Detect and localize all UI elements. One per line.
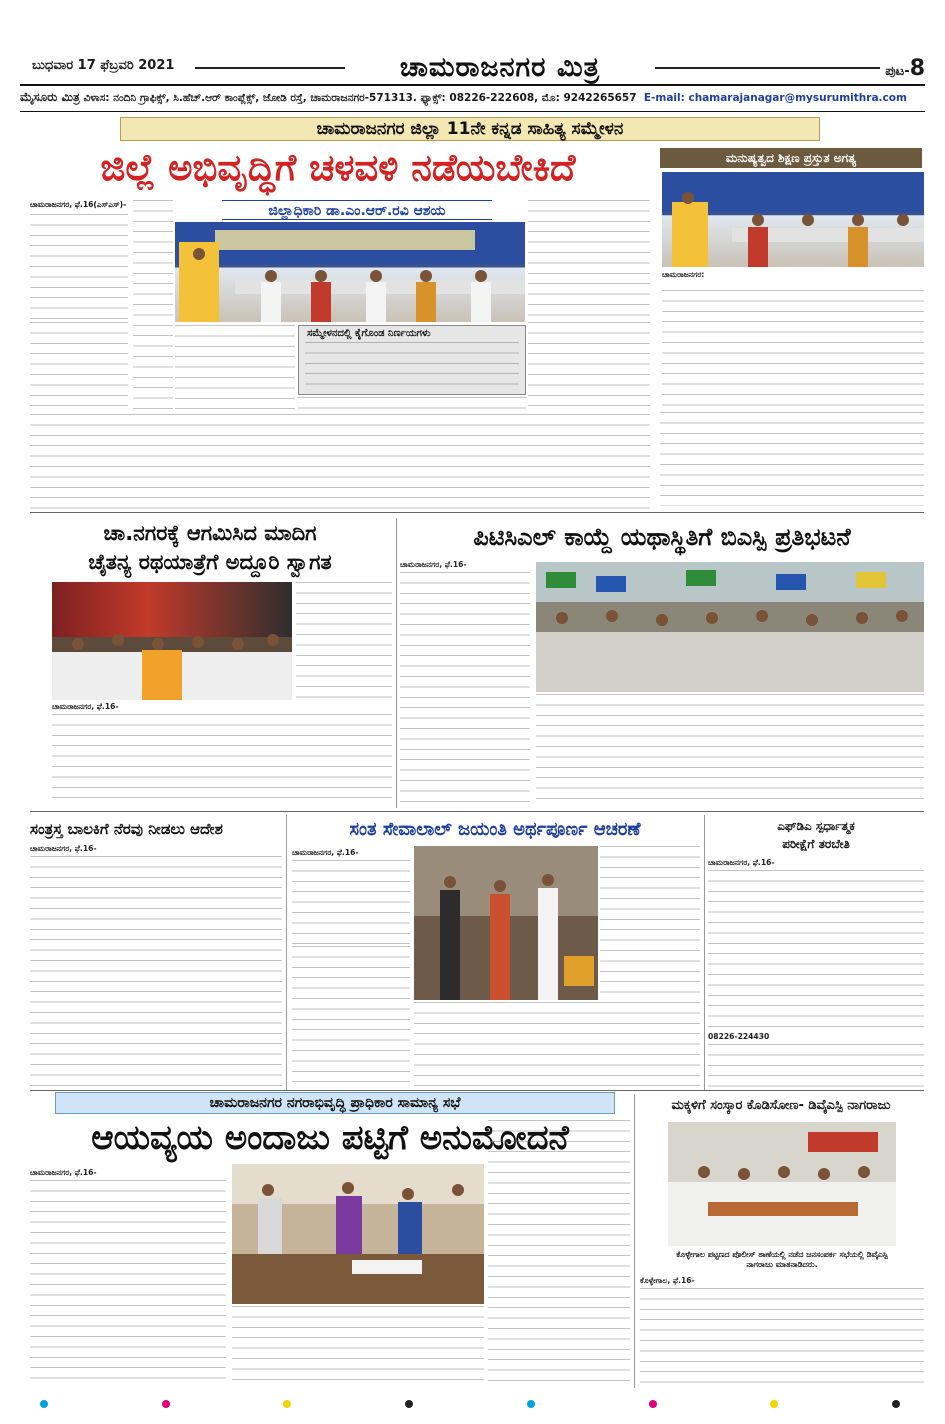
lead-text-col1b (30, 322, 128, 412)
children-caption: ಕೊಳ್ಳೇಗಾಲ ಪಟ್ಟಣದ ಪೊಲೀಸ್ ಠಾಣೆಯಲ್ಲಿ ನಡೆದ ಜನಸಂಪರ್ಕ ಸಭೆಯಲ್ಲಿ ಡಿವೈಎಸ್ಪಿ ನಾಗರಾಜು ಮಾತನಾಡಿದರು. (676, 1250, 888, 1269)
children-photo (668, 1122, 896, 1246)
lead-text-col2b (175, 325, 295, 413)
divider-row4 (30, 1090, 924, 1091)
resolutions-box-lines (305, 342, 519, 392)
lead-subhead: ಜಿಲ್ಲಾಧಿಕಾರಿ ಡಾ.ಎಂ.ಆರ್.ರವಿ ಆಶಯ (222, 200, 492, 220)
issue-date: ಬುಧವಾರ 17 ಫೆಬ್ರವರಿ 2021 (32, 58, 175, 73)
fda-dateline: ಚಾಮರಾಜನಗರ, ಫೆ.16- (708, 858, 775, 867)
sevalal-text-col3 (600, 846, 700, 1000)
budget-headline: ಆಯವ್ಯಯ ಅಂದಾಜು ಪಟ್ಟಿಗೆ ಅನುಮೋದನೆ (91, 1118, 569, 1158)
children-text (640, 1288, 924, 1386)
newspaper-title: ಚಾಮರಾಜನಗರ ಮಿತ್ರ (399, 52, 601, 83)
right-top-headline: ಮನುಷ್ಯತ್ವದ ಶಿಕ್ಷಣ ಪ್ರಸ್ತುತ ಅಗತ್ಯ (660, 148, 922, 168)
madiga-headline-2: ಚೈತನ್ಯ ರಥಯಾತ್ರೆಗೆ ಅದ್ದೂರಿ ಸ್ವಾಗತ (88, 550, 332, 574)
uda-meeting-band: ಚಾಮರಾಜನಗರ ನಗರಾಭಿವೃದ್ಧಿ ಪ್ರಾಧಿಕಾರ ಸಾಮಾನ್ಯ ಸಭೆ (55, 1092, 615, 1114)
contact-strip (20, 90, 925, 110)
ptcl-dateline: ಚಾಮರಾಜನಗರ, ಫೆ.16- (400, 560, 467, 569)
divider-row2 (30, 512, 924, 513)
girl-headline: ಸಂತ್ರಸ್ತ ಬಾಲಕಿಗೆ ನೆರವು ನೀಡಲು ಆದೇಶ (30, 820, 223, 838)
contact-address: ವಿಳಾಸ: ನಂದಿನಿ ಗ್ರಾಫಿಕ್ಸ್, ಸಿ.ಹೆಚ್.ಆರ್ ಕಾಂಪ್ಲೆಕ್ಸ್, ಜೋಡಿ ರಸ್ತೆ, ಚಾಮರಾಜನಗರ-571313. ಫ್ಯಾಕ್ಸ್: 08226-222608, ಮೊ: 9242265657 (83, 92, 637, 104)
budget-dateline: ಚಾಮರಾಜನಗರ, ಫೆ.16- (30, 1168, 97, 1177)
page-number: ಪುಟ-8 (885, 56, 925, 81)
girl-text (30, 856, 282, 1088)
sevalal-text-col1 (292, 860, 410, 944)
budget-text-col1 (30, 1180, 226, 1386)
sevalal-dateline: ಚಾಮರಾಜನಗರ, ಫೆ.16- (292, 848, 359, 857)
lead-text-lower (30, 414, 650, 510)
budget-text-col3 (488, 1120, 630, 1386)
madiga-text-right (296, 582, 392, 700)
divider-col-madiga (396, 518, 397, 808)
right-top-text2 (660, 412, 924, 506)
contact-divider (20, 111, 925, 112)
fda-text (708, 870, 924, 1030)
ptcl-text-col2 (536, 694, 924, 808)
madiga-text (52, 714, 392, 806)
lead-text-col3 (528, 200, 650, 320)
fda-headline-2: ಪರೀಕ್ಷೆಗೆ ತರಬೇತಿ (782, 837, 850, 851)
fda-headline-1: ಎಫ್‌ಡಿಎ ಸ್ಪರ್ಧಾತ್ಮಕ (777, 819, 855, 833)
masthead-divider (20, 84, 925, 86)
budget-text-col2 (232, 1306, 484, 1386)
divider-col-sevalal (704, 815, 705, 1090)
sevalal-headline: ಸಂತ ಸೇವಾಲಾಲ್ ಜಯಂತಿ ಅರ್ಥಪೂರ್ಣ ಆಚರಣೆ (349, 819, 641, 840)
contact-email: E-mail: chamarajanagar@mysurumithra.com (643, 92, 907, 104)
registration-marks (40, 1400, 900, 1410)
fda-phone: 08226-224430 (708, 1032, 770, 1041)
divider-col-budget (634, 1094, 635, 1388)
lead-text-col4 (528, 322, 650, 412)
madiga-photo (52, 582, 292, 700)
lead-photo (175, 222, 525, 322)
sevalal-text-lower (414, 1002, 700, 1086)
children-headline: ಮಕ್ಕಳಿಗೆ ಸಂಸ್ಕಾರ ಕೊಡಿಸೋಣ- ಡಿವೈಎಸ್ಪಿ ನಾಗರಾಜು (671, 1098, 891, 1113)
sevalal-photo (414, 846, 598, 1000)
ptcl-headline: ಪಿಟಿಸಿಎಲ್ ಕಾಯ್ದೆ ಯಥಾಸ್ಥಿತಿಗೆ ಬಿಎಸ್ಪಿ ಪ್ರತಿಭಟನೆ (473, 523, 851, 551)
children-dateline: ಕೊಳ್ಳೇಗಾಲ, ಫೆ.16- (640, 1276, 695, 1285)
lead-text-col3b (298, 397, 526, 413)
divider-col-girl (286, 815, 287, 1090)
sevalal-text-col1b (292, 946, 410, 1086)
lead-headline: ಜಿಲ್ಲೆ ಅಭಿವೃದ್ಧಿಗೆ ಚಳವಳಿ ನಡೆಯಬೇಕಿದೆ (100, 146, 576, 189)
right-top-photo (662, 172, 924, 267)
right-top-text (662, 290, 924, 410)
madiga-headline-1: ಚಾ.ನಗರಕ್ಕೆ ಆಗಮಿಸಿದ ಮಾದಿಗ (103, 521, 317, 545)
ptcl-text-col1 (400, 572, 530, 808)
masthead-rule-left (195, 67, 345, 69)
madiga-dateline: ಚಾಮರಾಜನಗರ, ಫೆ.16- (52, 702, 119, 711)
sahitya-sammelana-band: ಚಾಮರಾಜನಗರ ಜಿಲ್ಲಾ 11ನೇ ಕನ್ನಡ ಸಾಹಿತ್ಯ ಸಮ್ಮೇಳನ (120, 117, 820, 141)
ptcl-photo (536, 562, 924, 692)
girl-dateline: ಚಾಮರಾಜನಗರ, ಫೆ.16- (30, 844, 97, 853)
right-top-caption: ಚಾಮರಾಜನಗರ: (662, 270, 705, 279)
lead-text-col2 (133, 200, 173, 412)
budget-photo (232, 1164, 484, 1304)
divider-row3 (30, 811, 924, 812)
masthead (20, 52, 925, 82)
resolutions-box (298, 325, 526, 395)
resolutions-box-title: ಸಮ್ಮೇಳನದಲ್ಲಿ ಕೈಗೊಂಡ ನಿರ್ಣಯಗಳು (307, 328, 431, 339)
masthead-rule-right (655, 67, 880, 69)
lead-text-lines-col1 (30, 214, 128, 320)
fda-text-b (708, 1044, 924, 1088)
brand-name: ಮೈಸೂರು ಮಿತ್ರ (20, 90, 80, 104)
lead-text-col1: ಚಾಮರಾಜನಗರ, ಫೆ.16(ಎಸ್‌ಎಸ್)- (30, 200, 127, 209)
